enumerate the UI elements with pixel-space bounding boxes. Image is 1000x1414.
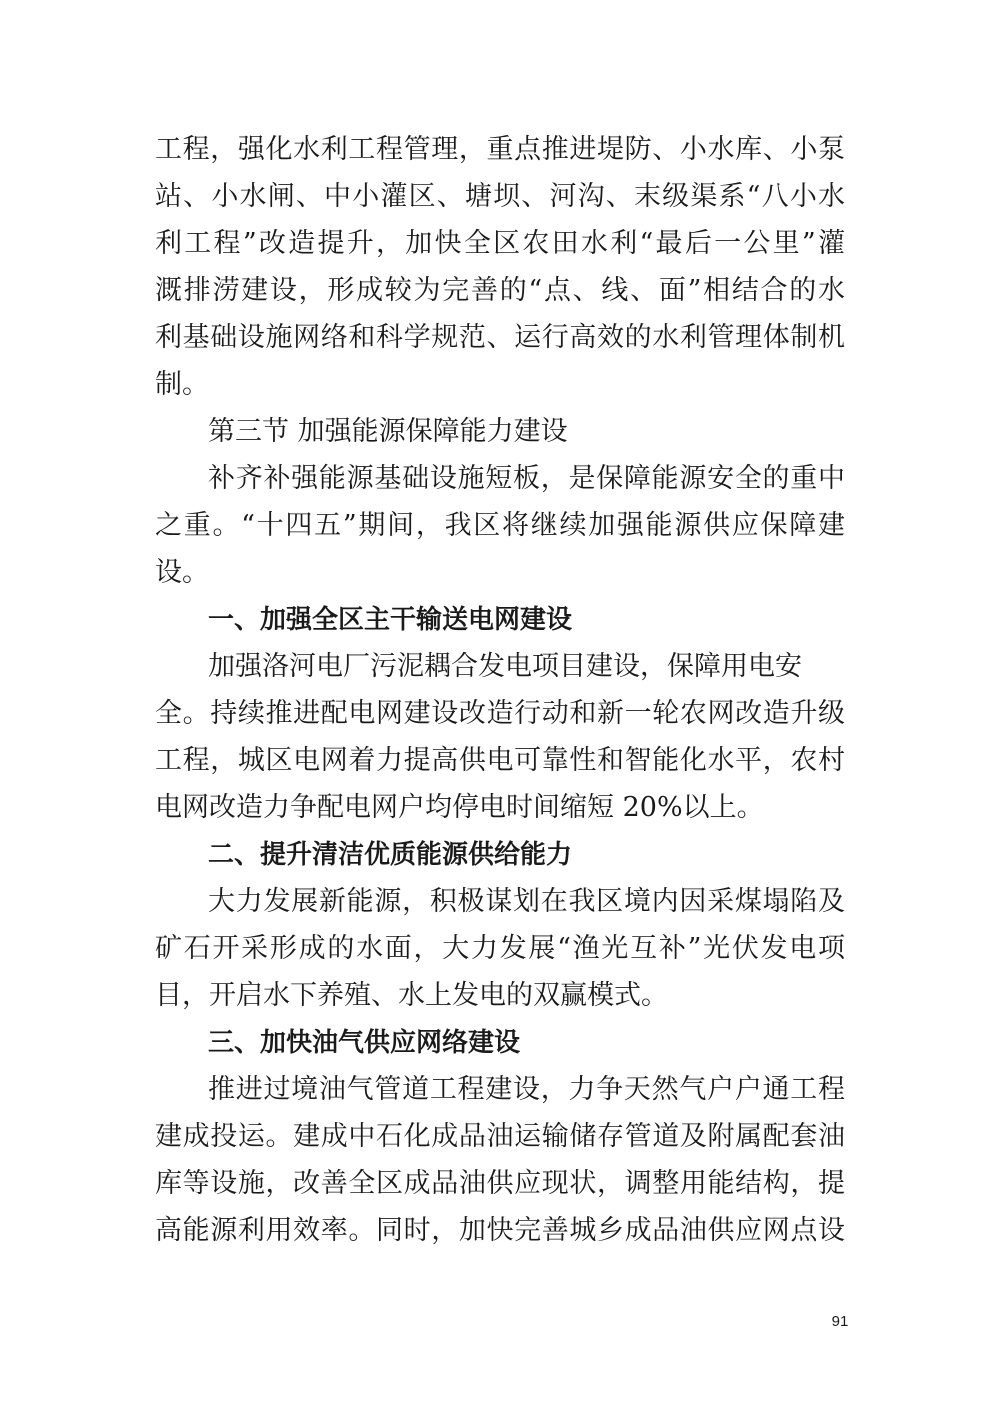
body-text-line: 溉排涝建设，形成较为完善的“点、线、面”相结合的水 xyxy=(155,275,845,306)
body-text-line: 目，开启水下养殖、水上发电的双赢模式。 xyxy=(155,980,668,1011)
section-heading: 第三节 加强能源保障能力建设 xyxy=(208,416,568,447)
body-text-line: 建成投运。建成中石化成品油运输储存管道及附属配套油 xyxy=(155,1121,845,1152)
body-text-line: 全。持续推进配电网建设改造行动和新一轮农网改造升级 xyxy=(155,698,845,729)
body-text-line: 库等设施，改善全区成品油供应现状，调整用能结构，提 xyxy=(155,1168,845,1199)
body-text-line: 利基础设施网络和科学规范、运行高效的水利管理体制机 xyxy=(155,322,845,353)
body-text-line: 利工程”改造提升，加快全区农田水利“最后一公里”灌 xyxy=(155,228,845,259)
body-text-line: 工程，城区电网着力提高供电可靠性和智能化水平，农村 xyxy=(155,745,845,776)
subheading: 三、加快油气供应网络建设 xyxy=(208,1028,521,1058)
body-text-line: 推进过境油气管道工程建设，力争天然气户户通工程 xyxy=(208,1074,845,1105)
body-text-line: 站、小水闸、中小灌区、塘坝、河沟、末级渠系“八小水 xyxy=(155,181,845,212)
body-text-line: 设。 xyxy=(155,557,209,588)
body-text-line: 之重。“十四五”期间，我区将继续加强能源供应保障建 xyxy=(155,510,845,541)
subheading: 一、加强全区主干输送电网建设 xyxy=(208,605,573,635)
body-text-line: 工程，强化水利工程管理，重点推进堤防、小水库、小泵 xyxy=(155,134,845,165)
body-text-line: 电网改造力争配电网户均停电时间缩短 20%以上。 xyxy=(155,792,764,823)
body-text-line: 补齐补强能源基础设施短板，是保障能源安全的重中 xyxy=(208,463,845,494)
body-text-line: 高能源利用效率。同时，加快完善城乡成品油供应网点设 xyxy=(155,1215,845,1246)
body-text-line: 加强洛河电厂污泥耦合发电项目建设，保障用电安 xyxy=(208,651,802,682)
subheading: 二、提升清洁优质能源供给能力 xyxy=(208,840,573,870)
body-text-line: 矿石开采形成的水面，大力发展“渔光互补”光伏发电项 xyxy=(155,933,845,964)
body-text-line: 大力发展新能源，积极谋划在我区境内因采煤塌陷及 xyxy=(208,886,845,917)
page-number: 91 xyxy=(831,1313,849,1330)
body-text-line: 制。 xyxy=(155,369,209,400)
